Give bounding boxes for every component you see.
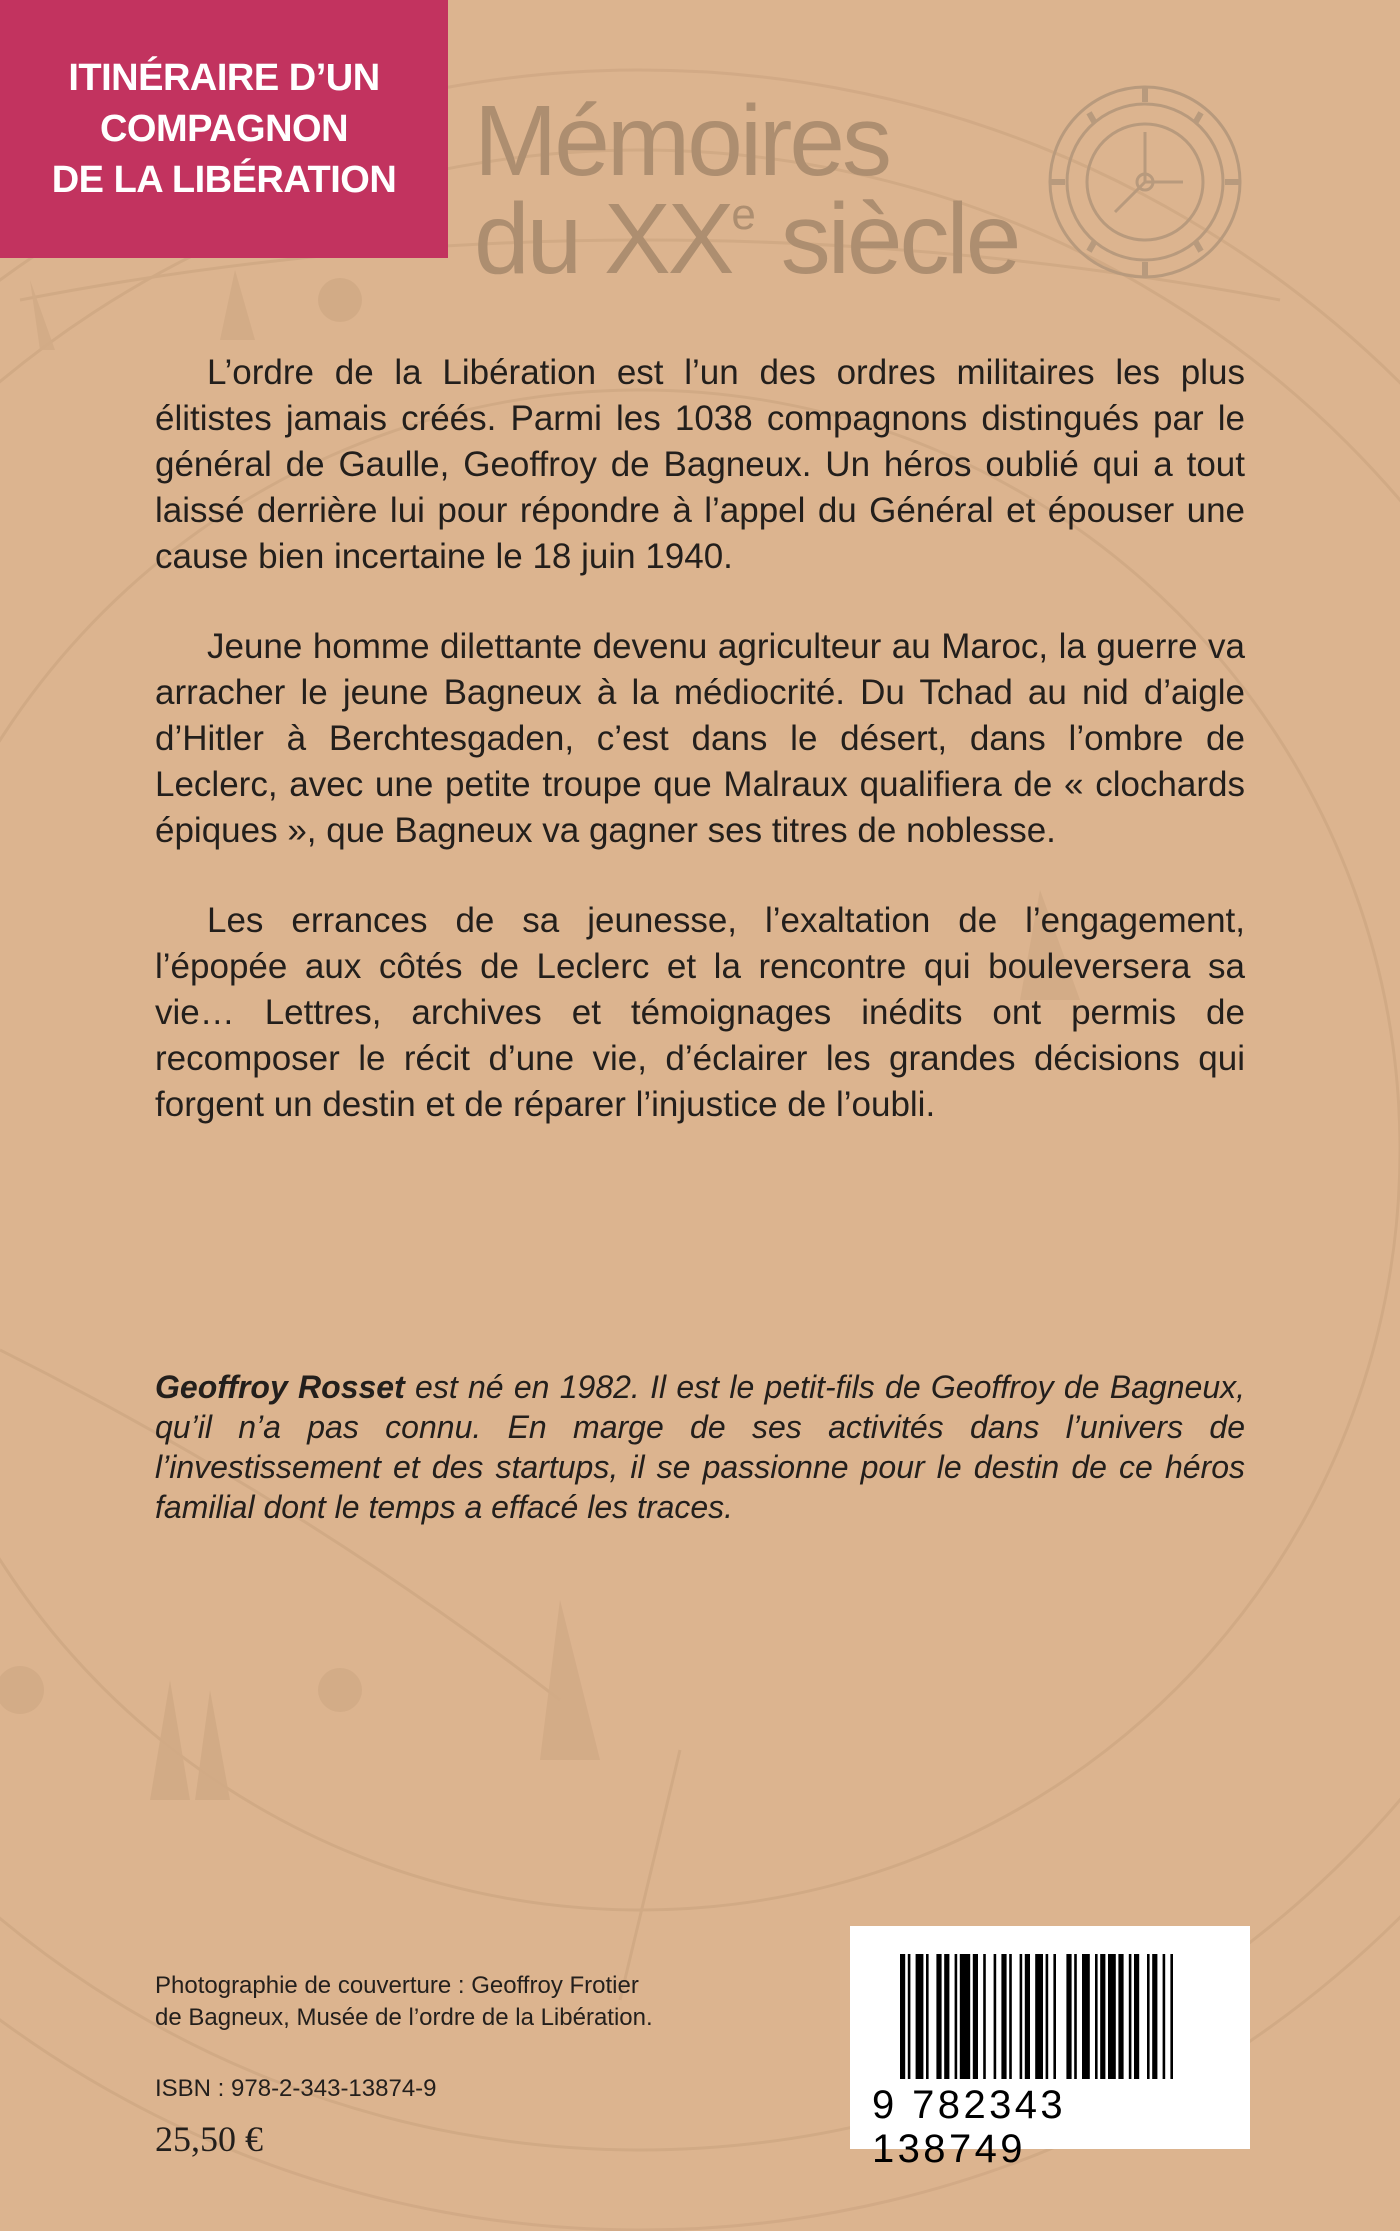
collection-banner [0,0,448,258]
author-bio [155,1367,1245,1527]
barcode-digits: 9 782343 138749 [872,2083,1067,2171]
author-name: Geoffroy Rosset [155,1369,405,1405]
barcode-bar [908,1954,911,2079]
author-bio-text: est né en 1982. Il est le petit-fils de Geoffroy de Bagneux, qu’il n’a pas connu. En marge de ses activités dans l’univers de l’investissement et des startups, il se passionne pour le destin de ce héros familial dont le temps a effacé les traces. [155,1369,1246,1525]
barcode-bar [936,1954,941,2079]
isbn-number: ISBN : 978-2-343-13874-9 [155,2075,437,2102]
barcode-bar [1025,1954,1030,2079]
photo-credits-line: Photographie de couverture : Geoffroy Frotier [155,1972,639,1999]
barcode-bar [1170,1954,1173,2079]
series-title-line2 [474,183,1019,308]
barcode-bar [926,1954,929,2079]
banner-line: DE LA LIBÉRATION [51,158,397,201]
barcode-bar [955,1954,958,2079]
barcode-bar [1082,1954,1090,2079]
photo-credits-line: de Bagneux, Musée de l’ordre de la Libération. [155,2004,653,2031]
series-title-line1: Mémoires [474,85,889,197]
series-title-prefix: du XX [474,183,732,295]
barcode-bar [916,1954,924,2079]
summary-paragraph: L’ordre de la Libération est l’un des ordres militaires les plus élitistes jamais créés. Parmi les 1038 compagnons distingués par le général de Gaulle, Geoffroy de Bagneux. Un héros oublié qui a tout laissé derrière lui pour répondre à l’appel du Général et épouser une cause bien incertaine le 18 juin 1940. [155,353,1245,576]
barcode-bar [1074,1954,1077,2079]
barcode-bar [1053,1954,1056,2079]
barcode-bar [1152,1954,1157,2079]
barcode-bar [1134,1954,1139,2079]
photo-credits [155,1970,855,2034]
barcode-bar [1147,1954,1150,2079]
barcode-bar [944,1954,949,2079]
barcode-bar [1163,1954,1166,2079]
barcode-bar [1066,1954,1071,2079]
summary-text [155,350,1245,1172]
barcode-bar [960,1954,970,2079]
summary-paragraph: Jeune homme dilettante devenu agriculteur au Maroc, la guerre va arracher le jeune Bagneux à la médiocrité. Du Tchad au nid d’aigle d’Hitler à Berchtesgaden, c’est dans le désert, dans l’ombre de Leclerc, avec une petite troupe que Malraux qualifiera de « clochards épiques », que Bagneux va gagner ses titres de noblesse. [155,627,1245,850]
series-title-sup: e [731,190,756,239]
barcode-bar [1035,1954,1043,2079]
barcode-bar [1020,1954,1023,2079]
barcode-bar [1118,1954,1123,2079]
barcode-bar [1108,1954,1116,2079]
series-title [474,85,1019,308]
barcode-bar [1129,1954,1132,2079]
barcode-bar [994,1954,997,2079]
barcode-bar [1046,1954,1049,2079]
price: 25,50 € [155,2119,263,2159]
banner-line: ITINÉRAIRE D’UN [68,56,380,99]
barcode-bar [983,1954,986,2079]
barcode-bar [1001,1954,1006,2079]
barcode-bar [1095,1954,1098,2079]
barcode [850,1926,1250,2171]
series-title-suffix: siècle [755,183,1019,295]
barcode-bar [1100,1954,1105,2079]
barcode-bar [900,1954,905,2079]
summary-paragraph: Les errances de sa jeunesse, l’exaltation de l’engagement, l’épopée aux côtés de Leclerc et la rencontre qui bouleversera sa vie… Lettres, archives et témoignages inédits ont permis de recomposer le récit d’une vie, d’éclairer les grandes décisions qui forgent un destin et de réparer l’injustice de l’oubli. [155,901,1245,1124]
clock-logo-icon [1045,82,1245,282]
barcode-bar [1009,1954,1012,2079]
banner-line: COMPAGNON [99,107,349,150]
barcode-bar [973,1954,978,2079]
